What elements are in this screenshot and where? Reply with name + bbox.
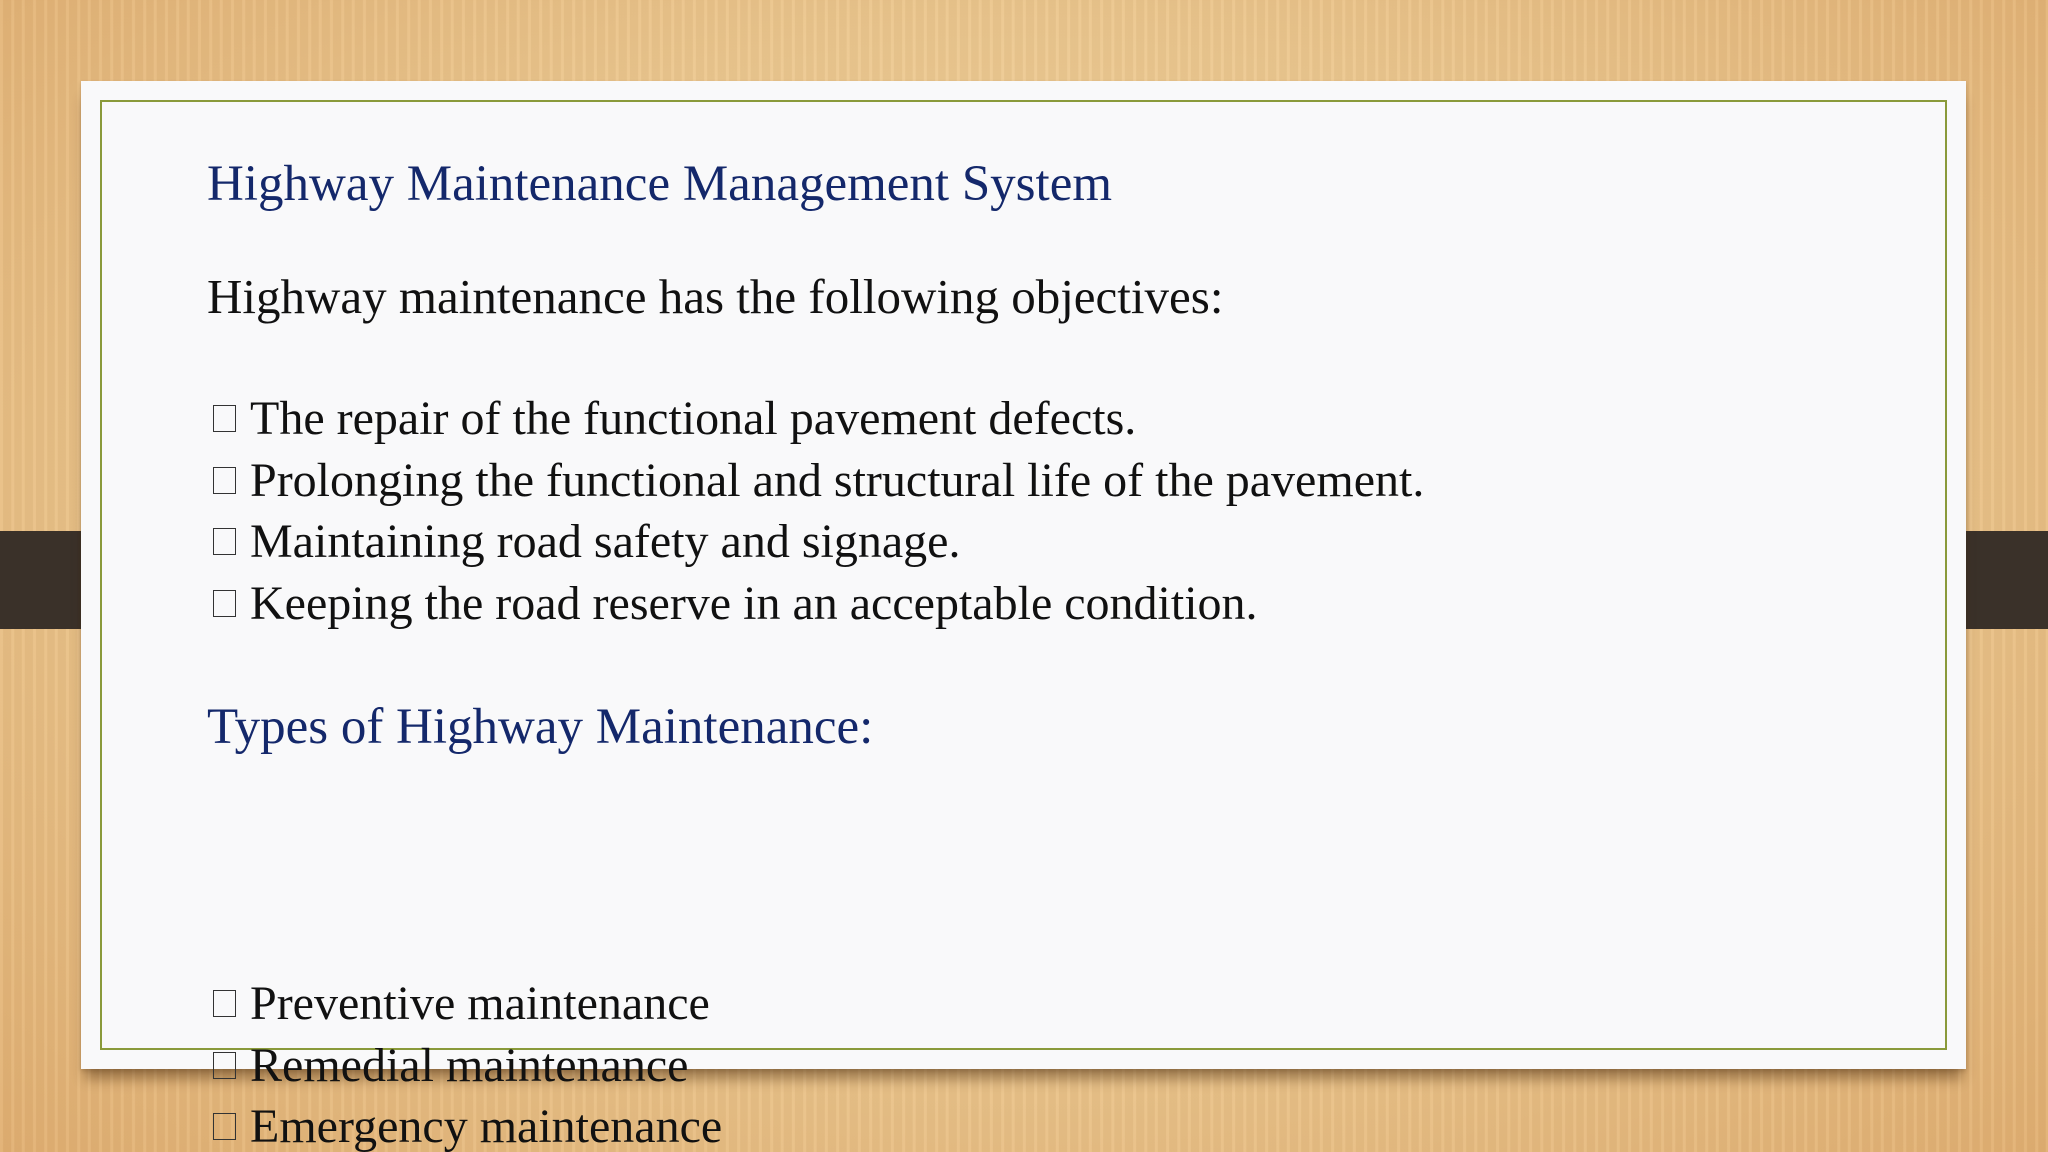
checkbox-square-icon <box>213 528 236 555</box>
objective-item <box>207 388 1424 450</box>
types-list <box>207 973 722 1152</box>
checkbox-square-icon <box>213 990 236 1017</box>
type-item <box>207 1035 722 1097</box>
checkbox-square-icon <box>213 1113 236 1140</box>
type-text: Remedial maintenance <box>250 1038 689 1092</box>
objective-text: Prolonging the functional and structural life of the pavement. <box>250 453 1425 507</box>
objective-text: Maintaining road safety and signage. <box>250 515 961 568</box>
type-item <box>207 973 722 1035</box>
objective-item <box>207 573 1424 635</box>
slide-title: Highway Maintenance Management System <box>207 156 1113 212</box>
type-text: Preventive maintenance <box>250 977 710 1030</box>
checkbox-square-icon <box>213 405 236 432</box>
objective-item <box>207 511 1424 573</box>
objectives-list <box>207 388 1424 634</box>
type-item <box>207 1096 722 1152</box>
objective-item <box>207 450 1424 512</box>
objectives-intro: Highway maintenance has the following objectives: <box>207 269 1224 324</box>
objective-text: The repair of the functional pavement defects. <box>250 392 1137 445</box>
checkbox-square-icon <box>213 590 236 617</box>
checkbox-square-icon <box>213 1052 236 1079</box>
objective-text: Keeping the road reserve in an acceptable condition. <box>250 576 1258 630</box>
checkbox-square-icon <box>213 467 236 494</box>
types-heading: Types of Highway Maintenance: <box>207 699 874 755</box>
type-text: Emergency maintenance <box>250 1100 723 1152</box>
